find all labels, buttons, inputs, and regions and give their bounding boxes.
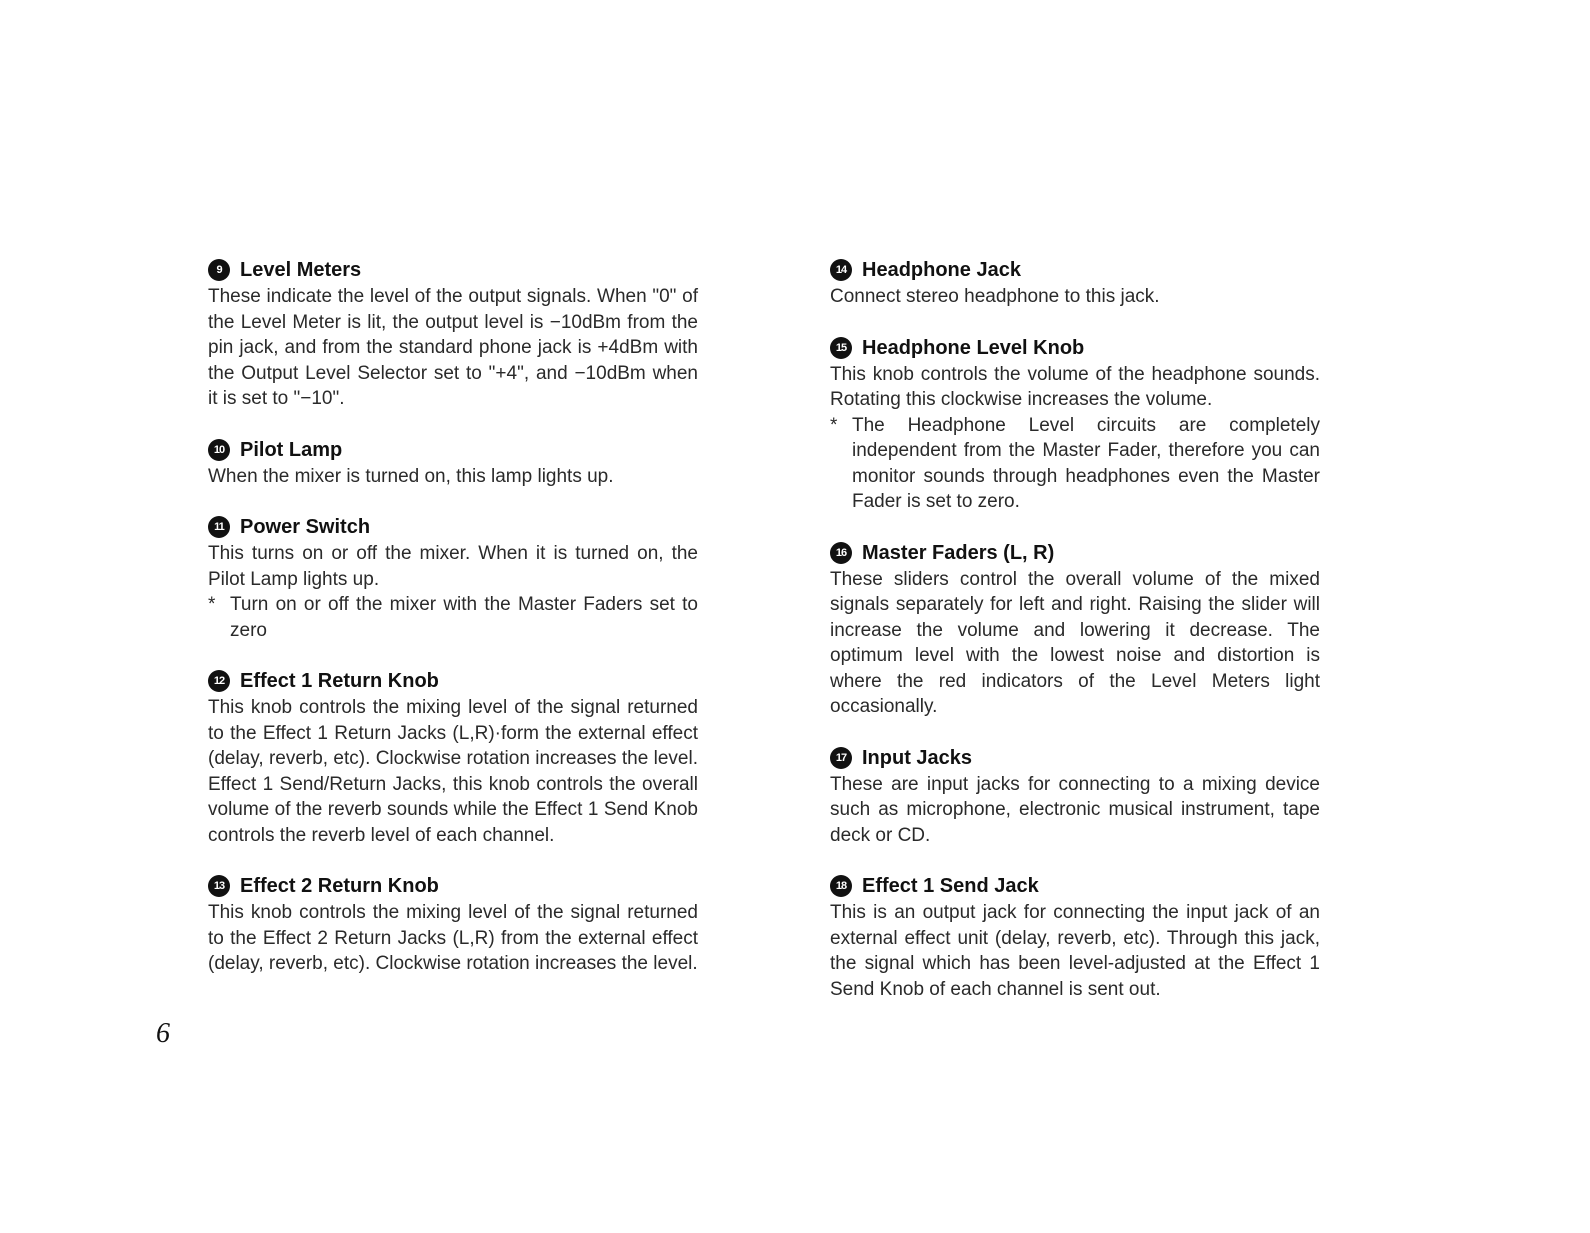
section-title: Level Meters [240, 259, 362, 281]
note-asterisk: * [830, 414, 838, 436]
section-body: This is an output jack for connecting the input jack of an external effect unit (delay, reverb, etc). Through this jack, the signal which has been level-adjusted at the Effect 1 Send Knob of each channel is sent out. [830, 902, 1320, 1000]
section-power-switch [208, 513, 698, 643]
section-title: Effect 1 Send Jack [862, 875, 1039, 897]
note-text: Turn on or off the mixer with the Master Faders set to zero [230, 594, 698, 641]
section-note [208, 592, 698, 643]
section-body: When the mixer is turned on, this lamp lights up. [208, 465, 614, 487]
section-title: Pilot Lamp [240, 438, 343, 461]
section-heading [830, 334, 1320, 362]
section-effect-1-send-jack [830, 872, 1320, 1002]
section-body: This knob controls the mixing level of the signal returned to the Effect 1 Return Jacks (L,R)·form the external effect (delay, reverb, etc). Clockwise rotation increases the level. Effect 1 Send/Return Jacks, this knob controls the overall volume of the reverb sounds while the Effect 1 Send Knob controls the reverb level of each channel. [208, 697, 698, 846]
section-title: Headphone Level Knob [862, 336, 1085, 359]
section-input-jacks [830, 744, 1320, 849]
section-note [830, 413, 1320, 515]
note-text: The Headphone Level circuits are completely independent from the Master Fader, therefore you can monitor sounds through headphones even the Master Fader is set to zero. [852, 414, 1320, 512]
item-number-badge: 16 [830, 542, 852, 564]
right-column [830, 256, 1320, 1026]
item-number-badge: 17 [830, 747, 852, 769]
section-heading [208, 256, 698, 284]
section-body: This turns on or off the mixer. When it is turned on, the Pilot Lamp lights up. [208, 543, 698, 590]
item-number-badge: 18 [830, 875, 852, 897]
section-title: Headphone Jack [862, 259, 1021, 281]
section-body: These sliders control the overall volume of the mixed signals separately for left and right. Raising the slider will increase the volume and lowering it decrease. The optimum level with the lowest noise and distortion is where the red indicators of the Level Meters light occasionally. [830, 568, 1320, 717]
section-title: Power Switch [240, 516, 371, 538]
item-number-badge: 13 [208, 875, 230, 897]
section-body: Connect stereo headphone to this jack. [830, 286, 1160, 307]
section-heading [830, 744, 1320, 772]
section-level-meters [208, 256, 698, 412]
section-effect-2-return-knob [208, 872, 698, 977]
section-heading [208, 513, 698, 541]
left-column [208, 256, 698, 1001]
item-number-badge: 14 [830, 259, 852, 281]
item-number-badge: 10 [208, 439, 230, 461]
section-title: Effect 1 Return Knob [240, 670, 439, 692]
section-effect-1-return-knob [208, 667, 698, 848]
section-heading [830, 539, 1320, 567]
item-number-badge: 15 [830, 337, 852, 359]
section-body: This knob controls the volume of the headphone sounds. Rotating this clockwise increases the volume. [830, 363, 1320, 410]
section-master-faders [830, 539, 1320, 720]
section-headphone-jack [830, 256, 1320, 310]
section-heading [208, 667, 698, 695]
page-number: 6 [156, 1018, 170, 1049]
item-number-badge: 11 [208, 516, 230, 538]
section-heading [830, 872, 1320, 900]
section-body: This knob controls the mixing level of the signal returned to the Effect 2 Return Jacks (L,R) from the external effect (delay, reverb, etc). Clockwise rotation increases the level. [208, 902, 698, 974]
section-title: Master Faders (L, R) [862, 541, 1055, 564]
section-pilot-lamp [208, 436, 698, 490]
section-heading [208, 436, 698, 464]
section-heading [208, 872, 698, 900]
section-headphone-level-knob [830, 334, 1320, 515]
item-number-badge: 9 [208, 259, 230, 281]
section-body: These indicate the level of the output signals. When "0" of the Level Meter is lit, the output level is −10dBm from the pin jack, and from the standard phone jack is +4dBm with the Output Level Selector set to "+4", and −10dBm when it is set to "−10". [208, 286, 698, 409]
section-title: Effect 2 Return Knob [240, 875, 439, 897]
section-heading [830, 256, 1320, 284]
section-body: These are input jacks for connecting to a mixing device such as microphone, electronic musical instrument, tape deck or CD. [830, 773, 1320, 846]
item-number-badge: 12 [208, 670, 230, 692]
section-title: Input Jacks [862, 746, 973, 769]
note-asterisk: * [208, 594, 216, 615]
